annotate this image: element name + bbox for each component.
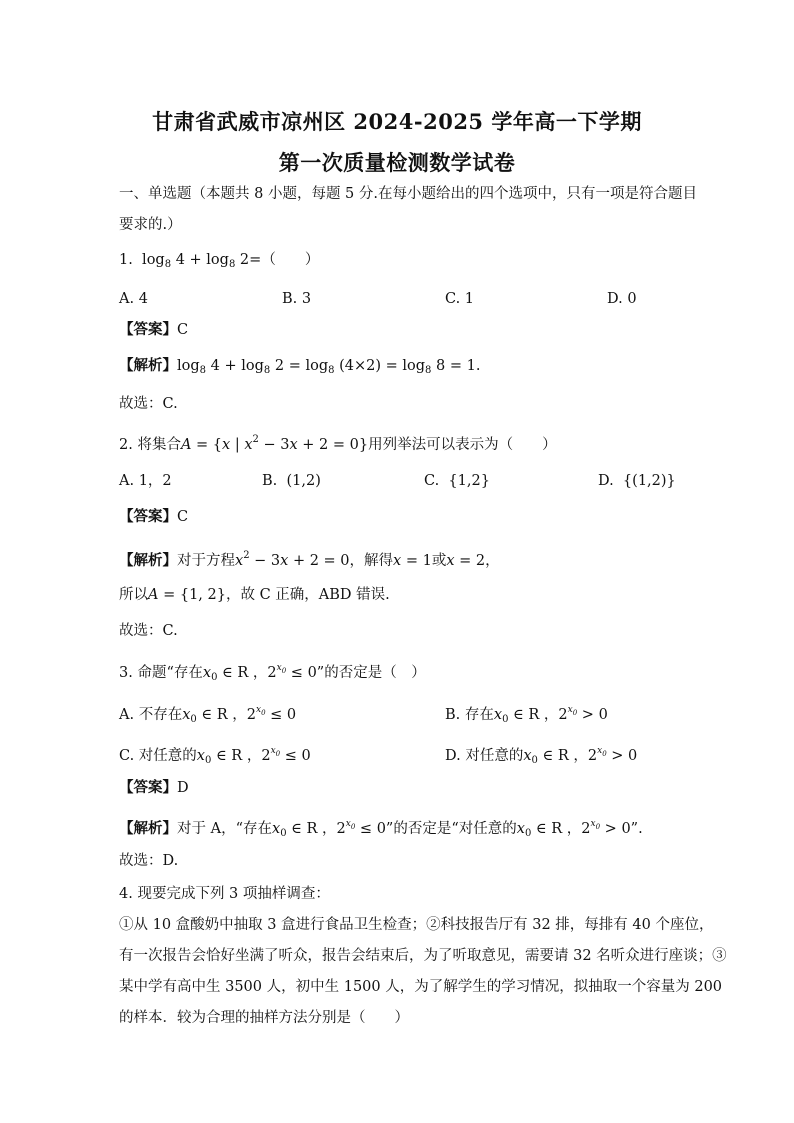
analysis-line [119,814,643,844]
option-b: B. (1,2) [262,473,321,489]
formula: A = {1, 2} [148,587,226,603]
answer-value: C [177,509,189,525]
conclusion-line: 故选：C. [119,396,178,412]
question-stem: 命题“存在 [137,665,203,681]
answer-label: 【答案】 [119,321,177,338]
analysis-text: ”的否定是“对任意的 [385,821,517,837]
question-stem: 现要完成下列 3 项抽样调查： [137,886,330,902]
analysis-text: 或 [431,553,447,569]
answer-label: 【答案】 [119,779,177,796]
question-4-body: 的样本．较为合理的抽样方法分别是（ ） [119,1010,409,1026]
analysis-text: 对于方程 [177,553,235,569]
option-d: D. 0 [607,291,637,307]
option-a-label: A. 不存在 [119,707,183,723]
analysis-text: ，故 C 正确，ABD 错误. [225,587,390,603]
question-number: 3. [119,665,133,681]
question-2-stem [119,430,557,455]
formula: A = {x | $x^2 - 3x + 2 = 0$} [180,434,369,453]
option-d-label: D. [598,473,614,489]
option-b: B. 3 [282,291,312,307]
option-d: D. 对任意的$x_0$ ∈ R ，$2^{x_0} > 0$ [445,746,638,766]
analysis-label: 【解析】 [119,357,177,374]
answer-label: 【答案】 [119,508,177,525]
option-a: A. 不存在$x_0$ ∈ R ，$2^{x_0} \le 0$ [119,705,297,725]
formula: $x_0$ ∈ R ，$2^{x_0} \le 0$ [272,819,386,839]
question-4-body: 有一次报告会恰好坐满了听众，报告会结束后，为了听取意见，需要请 32 名听众进行座谈；③ [119,948,727,964]
option-d-label: D. 对任意的 [445,748,524,764]
analysis-line [119,546,500,571]
answer-line [119,320,188,340]
formula: $\log_8 4 + \log_8 2$ [137,252,250,270]
question-stem-tail: =（ ） [249,252,320,268]
answer-value: D [177,780,189,796]
analysis-line [119,356,480,381]
analysis-label: 【解析】 [119,552,177,569]
question-number: 2. [119,437,133,453]
question-3-stem [119,658,426,688]
question-number: 4. [119,886,133,902]
analysis-text: ”. [630,821,643,837]
formula: $x^2 - 3x + 2 = 0$ [235,550,350,569]
option-c: C. 对任意的$x_0$ ∈ R ，$2^{x_0} \le 0$ [119,746,311,766]
section-heading: 一、单选题（本题共 8 小题，每题 5 分.在每小题给出的四个选项中，只有一项是符合题目 [119,186,697,202]
question-stem-tail: 用列举法可以表示为（ ） [368,437,557,453]
option-b-label: B. [262,473,278,489]
analysis-label: 【解析】 [119,820,177,837]
question-number: 1. [119,252,133,268]
option-c-label: C. [424,473,440,489]
analysis-text: ，解得 [349,553,394,569]
option-b-label: B. 存在 [445,707,494,723]
question-4-stem [119,884,330,904]
formula: x = 1 [393,553,432,569]
exam-title-line2: 第一次质量检测数学试卷 [278,150,516,175]
question-1-stem [119,250,319,275]
option-c: C. {1,2} [424,473,490,489]
option-d: D. {(1,2)} [598,473,676,489]
analysis-text: 所以 [119,587,148,603]
analysis-text: 对于 A，“存在 [177,821,272,837]
conclusion-line: 故选：C. [119,623,178,639]
answer-value: C [177,322,189,338]
formula: $\log_8 4 + \log_8 2 = \log_8 (4\times 2) = \log_8 8 = 1$. [177,358,481,376]
option-c-label: C. 对任意的 [119,748,197,764]
section-heading-cont: 要求的.） [119,217,182,233]
answer-line [119,778,189,798]
exam-title-line1: 甘肃省武威市凉州区 2024-2025 学年高一下学期 [152,109,642,134]
question-4-body: 某中学有高中生 3500 人，初中生 1500 人，为了解学生的学习情况，拟抽取一个容量为 200 [119,979,723,995]
formula: $x_0$ ∈ R ，$2^{x_0} \le 0$ [202,663,317,683]
question-stem: 将集合 [137,437,181,453]
question-stem-tail: ”的否定是（ ） [316,665,426,681]
question-4-body: ①从 10 盒酸奶中抽取 3 盒进行食品卫生检查；②科技报告厅有 32 排，每排有 40 个座位， [119,917,714,933]
option-b: B. 存在$x_0$ ∈ R ，$2^{x_0} > 0$ [445,705,608,725]
conclusion-line: 故选：D. [119,853,179,869]
formula: $x_0$ ∈ R ，$2^{x_0} > 0$ [516,819,631,839]
formula: x = 2 [446,553,486,569]
option-c: C. 1 [445,291,475,307]
answer-line [119,507,188,527]
option-a: A. 4 [119,291,148,307]
analysis-text: ， [485,553,500,569]
analysis-line-2 [119,585,390,605]
option-a: A. 1，2 [119,473,172,489]
